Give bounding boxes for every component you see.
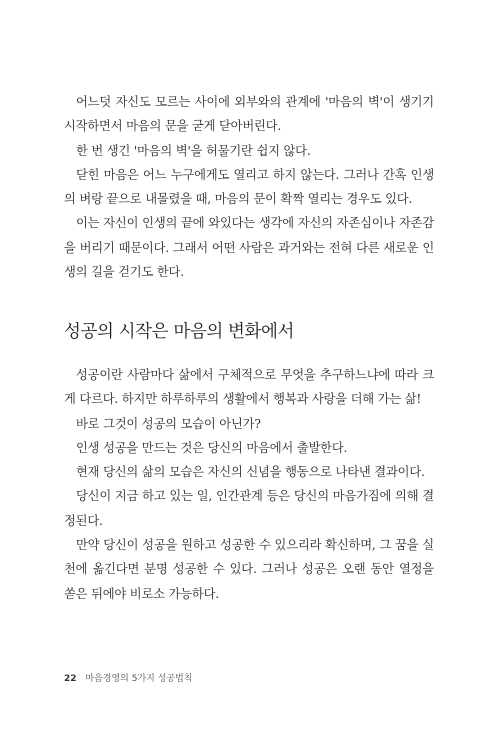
section-heading: 성공의 시작은 마음의 변화에서: [64, 322, 295, 342]
running-title: 마음경영의 5가지 성공법칙: [85, 674, 193, 684]
page-number: 22: [64, 674, 77, 684]
section2-paragraph-6: 만약 당신이 성공을 원하고 성공한 수 있으리라 확신하며, 그 꿈을 실천에 옮긴다면 분명 성공한 수 있다. 그러나 성공은 오랜 동안 열정을 쏟은 뒤에야 비로소 가능하다.: [64, 538, 434, 601]
section2-paragraph-2: 바로 그것이 성공의 모습이 아닌가?: [76, 416, 261, 431]
section2-paragraph-1: 성공이란 사람마다 삶에서 구체적으로 무엇을 추구하느냐에 따라 크게 다르다. 하지만 하루하루의 생활에서 행복과 사랑을 더해 가는 삶!: [64, 368, 434, 407]
section2-body: [64, 363, 434, 606]
section2-paragraph-4: 현재 당신의 삶의 모습은 자신의 신념을 행동으로 나타낸 결과이다.: [76, 465, 425, 480]
section1-paragraph-3: 닫힌 마음은 어느 누구에게도 열리고 하지 않는다. 그러나 간혹 인생의 벼랑 끝으로 내몰렸을 때, 마음의 문이 확짝 열리는 경우도 있다.: [64, 167, 434, 207]
section1-paragraph-4: 이는 자신이 인생의 끝에 와있다는 생각에 자신의 자존심이나 자존감을 버리기 때문이다. 그래서 어떤 사람은 과거와는 전혀 다른 새로운 인생의 길을 걷기도 한다.: [64, 216, 434, 280]
section1-paragraph-2: 한 번 생긴 '마음의 벽'을 허물기란 쉽지 않다.: [76, 143, 311, 158]
section1-paragraph-1: 어느덧 자신도 모르는 사이에 외부와의 관계에 '마음의 벽'이 생기기 시작하면서 마음의 문을 굳게 닫아버린다.: [64, 95, 434, 134]
page-footer: [64, 671, 193, 684]
section2-paragraph-5: 당신이 지금 하고 있는 일, 인간관계 등은 당신의 마음가짐에 의해 결정된다.: [64, 489, 434, 528]
section1-body: [64, 90, 434, 284]
section2-paragraph-3: 인생 성공을 만드는 것은 당신의 마음에서 출발한다.: [76, 440, 348, 455]
